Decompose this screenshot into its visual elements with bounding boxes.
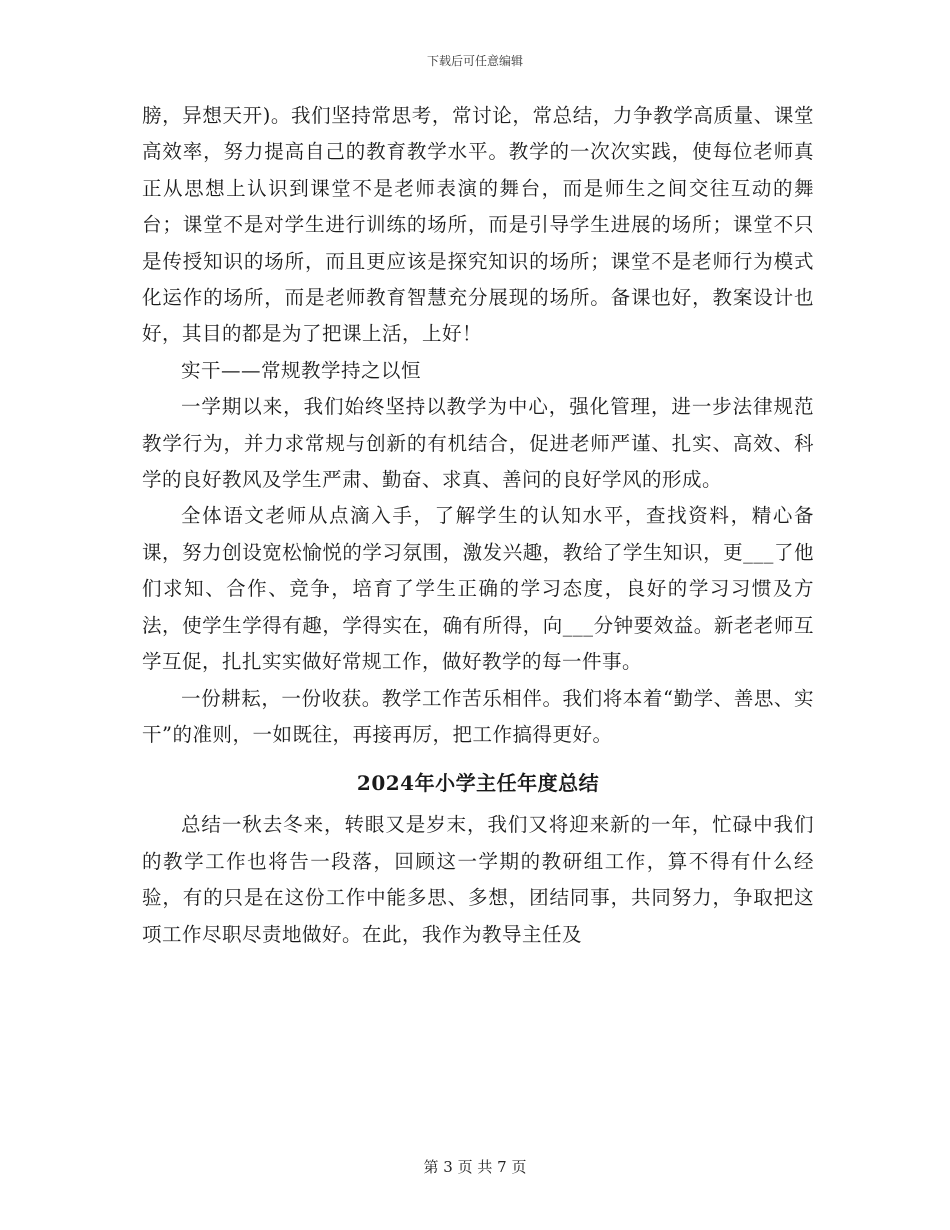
page-footer: 第 3 页 共 7 页 xyxy=(423,1158,527,1176)
document-title: 2024年小学主任年度总结 xyxy=(356,771,600,796)
paragraph-continuation: 膀，异想天开)。我们坚持常思考，常讨论，常总结，力争教学高质量、课堂高效率，努力提高自己的教育教学水平。教学的一次次实践，使每位老师真正从思想上认识到课堂不是老师表演的舞台，而是师生之间交往互动的舞台；课堂不是对学生进行训练的场所，而是引导学生进展的场所；课堂不只是传授知识的场所，而且更应该是探究知识的场所；课堂不是老师行为模式化运作的场所，而是老师教育智慧充分展现的场所。备课也好，教案设计也好，其目的都是为了把课上活，上好！ xyxy=(142,104,814,346)
paragraph: 全体语文老师从点滴入手，了解学生的认知水平，查找资料，精心备课，努力创设宽松愉悦的学习氛围，激发兴趣，教给了学生知识，更___了他们求知、合作、竞争，培育了学生正确的学习态度，良好的学习习惯及方法，使学生学得有趣，学得实在，确有所得，向___分钟要效益。新老老师互学互促，扎扎实实做好常规工作，做好教学的每一件事。 xyxy=(142,504,814,674)
page-header: 下载后可任意编辑 xyxy=(426,54,523,68)
document-body xyxy=(142,98,814,953)
paragraph: 一份耕耘，一份收获。教学工作苦乐相伴。我们将本着“勤学、善思、实干”的准则，一如既往，再接再厉，把工作搞得更好。 xyxy=(142,686,814,746)
paragraph: 总结一秋去冬来，转眼又是岁末，我们又将迎来新的一年，忙碌中我们的教学工作也将告一段落，回顾这一学期的教研组工作，算不得有什么经验，有的只是在这份工作中能多思、多想，团结同事，共同努力，争取把这项工作尽职尽责地做好。在此，我作为教导主任及 xyxy=(142,813,814,946)
paragraph: 一学期以来，我们始终坚持以教学为中心，强化管理，进一步法律规范教学行为，并力求常规与创新的有机结合，促进老师严谨、扎实、高效、科学的良好教风及学生严肃、勤奋、求真、善问的良好学风的形成。 xyxy=(142,395,814,492)
section-subheading: 实干——常规教学持之以恒 xyxy=(181,358,422,382)
